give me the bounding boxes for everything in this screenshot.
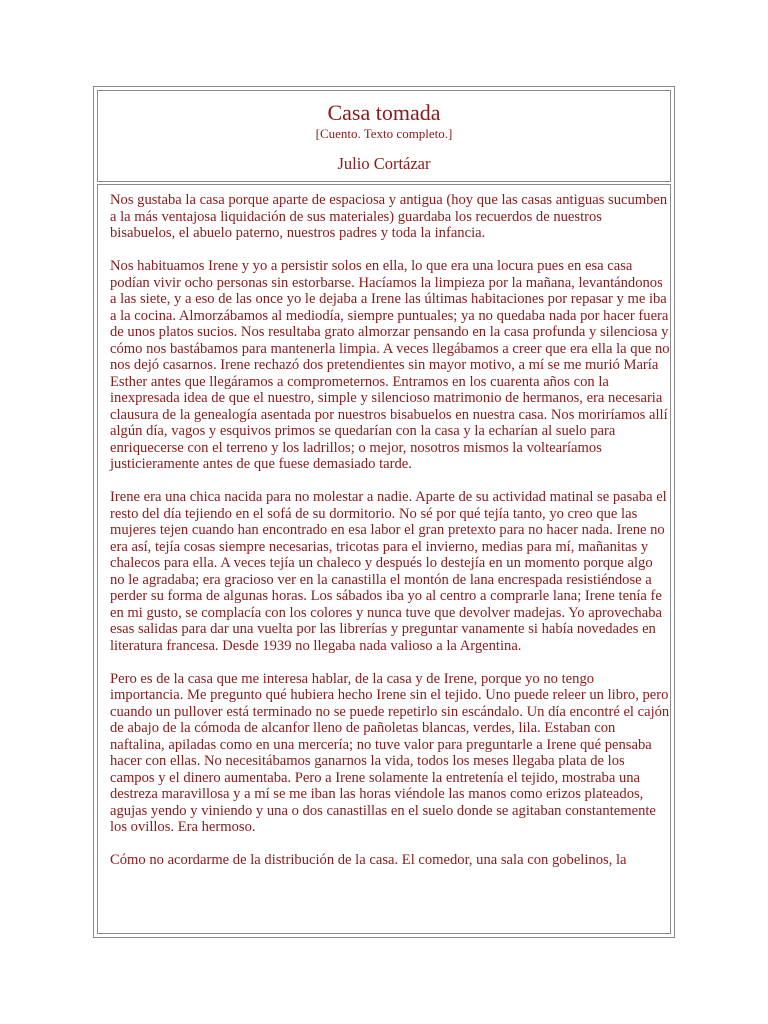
document-frame (93, 86, 675, 938)
story-text (110, 192, 670, 885)
paragraph: Pero es de la casa que me interesa hablar, de la casa y de Irene, porque yo no tengo importancia. Me pregunto qué hubiera hecho Irene sin el tejido. Uno puede releer un libro, pero cuando un pullover está terminado no se puede repetirlo sin escándalo. Un día encontré el cajón de abajo de la cómoda de alcanfor lleno de pañoletas blancas, verdes, lila. Estaban con naftalina, apiladas como en una mercería; no tuve valor para preguntarle a Irene qué pensaba hacer con ellas. No necesitábamos ganarnos la vida, todos los meses llegaba plata de los campos y el dinero aumentaba. Pero a Irene solamente la entretenía el tejido, mostraba una destreza maravillosa y a mí se me iban las horas viéndole las manos como erizos plateados, agujas yendo y viniendo y una o dos canastillas en el suelo donde se agitaban constantemente los ovillos. Era hermoso. (110, 670, 670, 835)
document-author: Julio Cortázar (337, 154, 431, 173)
document-title: Casa tomada (327, 100, 441, 125)
paragraph: Irene era una chica nacida para no molestar a nadie. Aparte de su actividad matinal se pasaba el resto del día tejiendo en el sofá de su dormitorio. No sé por qué tejía tanto, yo creo que las mujeres tejen cuando han encontrado en esa labor el gran pretexto para no hacer nada. Irene no era así, tejía cosas siempre necesarias, tricotas para el invierno, medias para mí, mañanitas y chalecos para ella. A veces tejía un chaleco y después lo destejía en un momento porque algo no le agradaba; era gracioso ver en la canastilla el montón de lana encrespada resistiéndose a perder su forma de algunas horas. Los sábados iba yo al centro a comprarle lana; Irene tenía fe en mi gusto, se complacía con los colores y nunca tuve que devolver madejas. Yo aprovechaba esas salidas para dar una vuelta por las librerías y preguntar vanamente si había novedades en literatura francesa. Desde 1939 no llegaba nada valioso a la Argentina. (110, 489, 667, 654)
paragraph: Nos habituamos Irene y yo a persistir solos en ella, lo que era una locura pues en esa casa podían vivir ocho personas sin estorbarse. Hacíamos la limpieza por la mañana, levantándonos a las siete, y a eso de las once yo le dejaba a Irene las últimas habitaciones por repasar y me iba a la cocina. Almorzábamos al mediodía, siempre puntuales; ya no quedaba nada por hacer fuera de unos platos sucios. Nos resultaba grato almorzar pensando en la casa profunda y silenciosa y cómo nos bastábamos para mantenerla limpia. A veces llegábamos a creer que era ella la que no nos dejó casarnos. Irene rechazó dos pretendientes sin mayor motivo, a mí se me murió María Esther antes que llegáramos a comprometernos. Entramos en los cuarenta años con la inexpresada idea de que el nuestro, simple y silencioso matrimonio de hermanos, era necesaria clausura de la genealogía asentada por nuestros bisabuelos en nuestra casa. Nos moriríamos allí algún día, vagos y esquivos primos se quedarían con la casa y la echarían al suelo para enriquecerse con el terreno y los ladrillos; o mejor, nosotros mismos la voltearíamos justicieramente antes de que fuese demasiado tarde. (110, 258, 670, 472)
document-body (97, 184, 671, 934)
document-header (97, 90, 671, 182)
document-subtitle: [Cuento. Texto completo.] (315, 126, 453, 141)
paragraph: Cómo no acordarme de la distribución de la casa. El comedor, una sala con gobelinos, la (110, 852, 627, 868)
paragraph: Nos gustaba la casa porque aparte de espaciosa y antigua (hoy que las casas antiguas sucumben a la más ventajosa liquidación de sus materiales) guardaba los recuerdos de nuestros bisabuelos, el abuelo paterno, nuestros padres y toda la infancia. (110, 192, 668, 241)
